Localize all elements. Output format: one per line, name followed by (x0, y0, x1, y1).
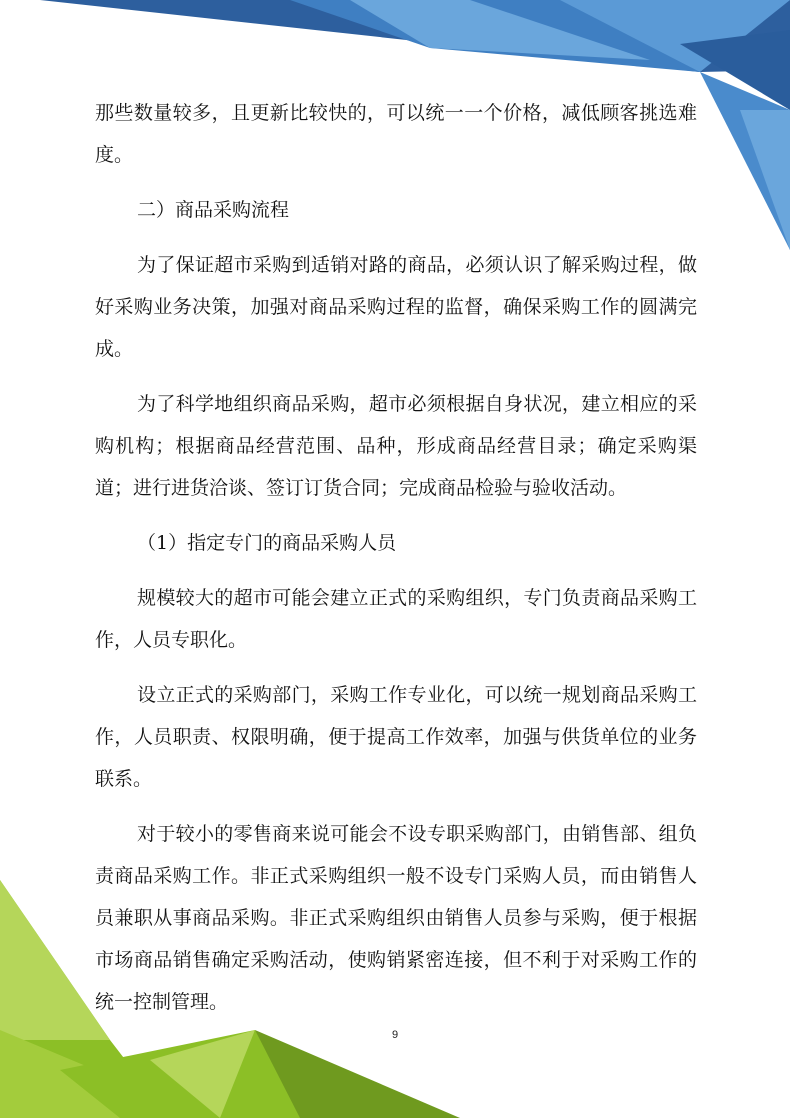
paragraph-6: 对于较小的零售商来说可能会不设专职采购部门，由销售部、组负责商品采购工作。非正式采购组织一般不设专门采购人员，而由销售人员兼职从事商品采购。非正式采购组织由销售人员参与采购，便于根据市场商品销售确定采购活动，使购销紧密连接，但不利于对采购工作的统一控制管理。 (95, 823, 697, 1013)
green-shape-2 (0, 880, 110, 1040)
paragraph-3: 为了科学地组织商品采购，超市必须根据自身状况，建立相应的采购机构；根据商品经营范围、品种，形成商品经营目录；确定采购渠道；进行进货洽谈、签订订货合同；完成商品检验与验收活动。 (95, 393, 697, 499)
paragraph-5: 设立正式的采购部门，采购工作专业化，可以统一规划商品采购工作，人员职责、权限明确，便于提高工作效率，加强与供货单位的业务联系。 (95, 684, 697, 790)
paragraph-2: 为了保证超市采购到适销对路的商品，必须认识了解采购过程，做好采购业务决策，加强对商品采购过程的监督，确保采购工作的圆满完成。 (95, 254, 697, 360)
paragraph-4: 规模较大的超市可能会建立正式的采购组织，专门负责商品采购工作，人员专职化。 (95, 587, 697, 651)
document-body (95, 92, 697, 1036)
section-heading-procurement-process: 二）商品采购流程 (137, 199, 290, 221)
blue-shape-7 (740, 110, 790, 250)
page-number: 9 (391, 1029, 399, 1041)
subheading-purchasing-staff: （1）指定专门的商品采购人员 (137, 532, 397, 554)
paragraph-1: 那些数量较多，且更新比较快的，可以统一一个价格，减低顾客挑选难度。 (95, 102, 697, 166)
